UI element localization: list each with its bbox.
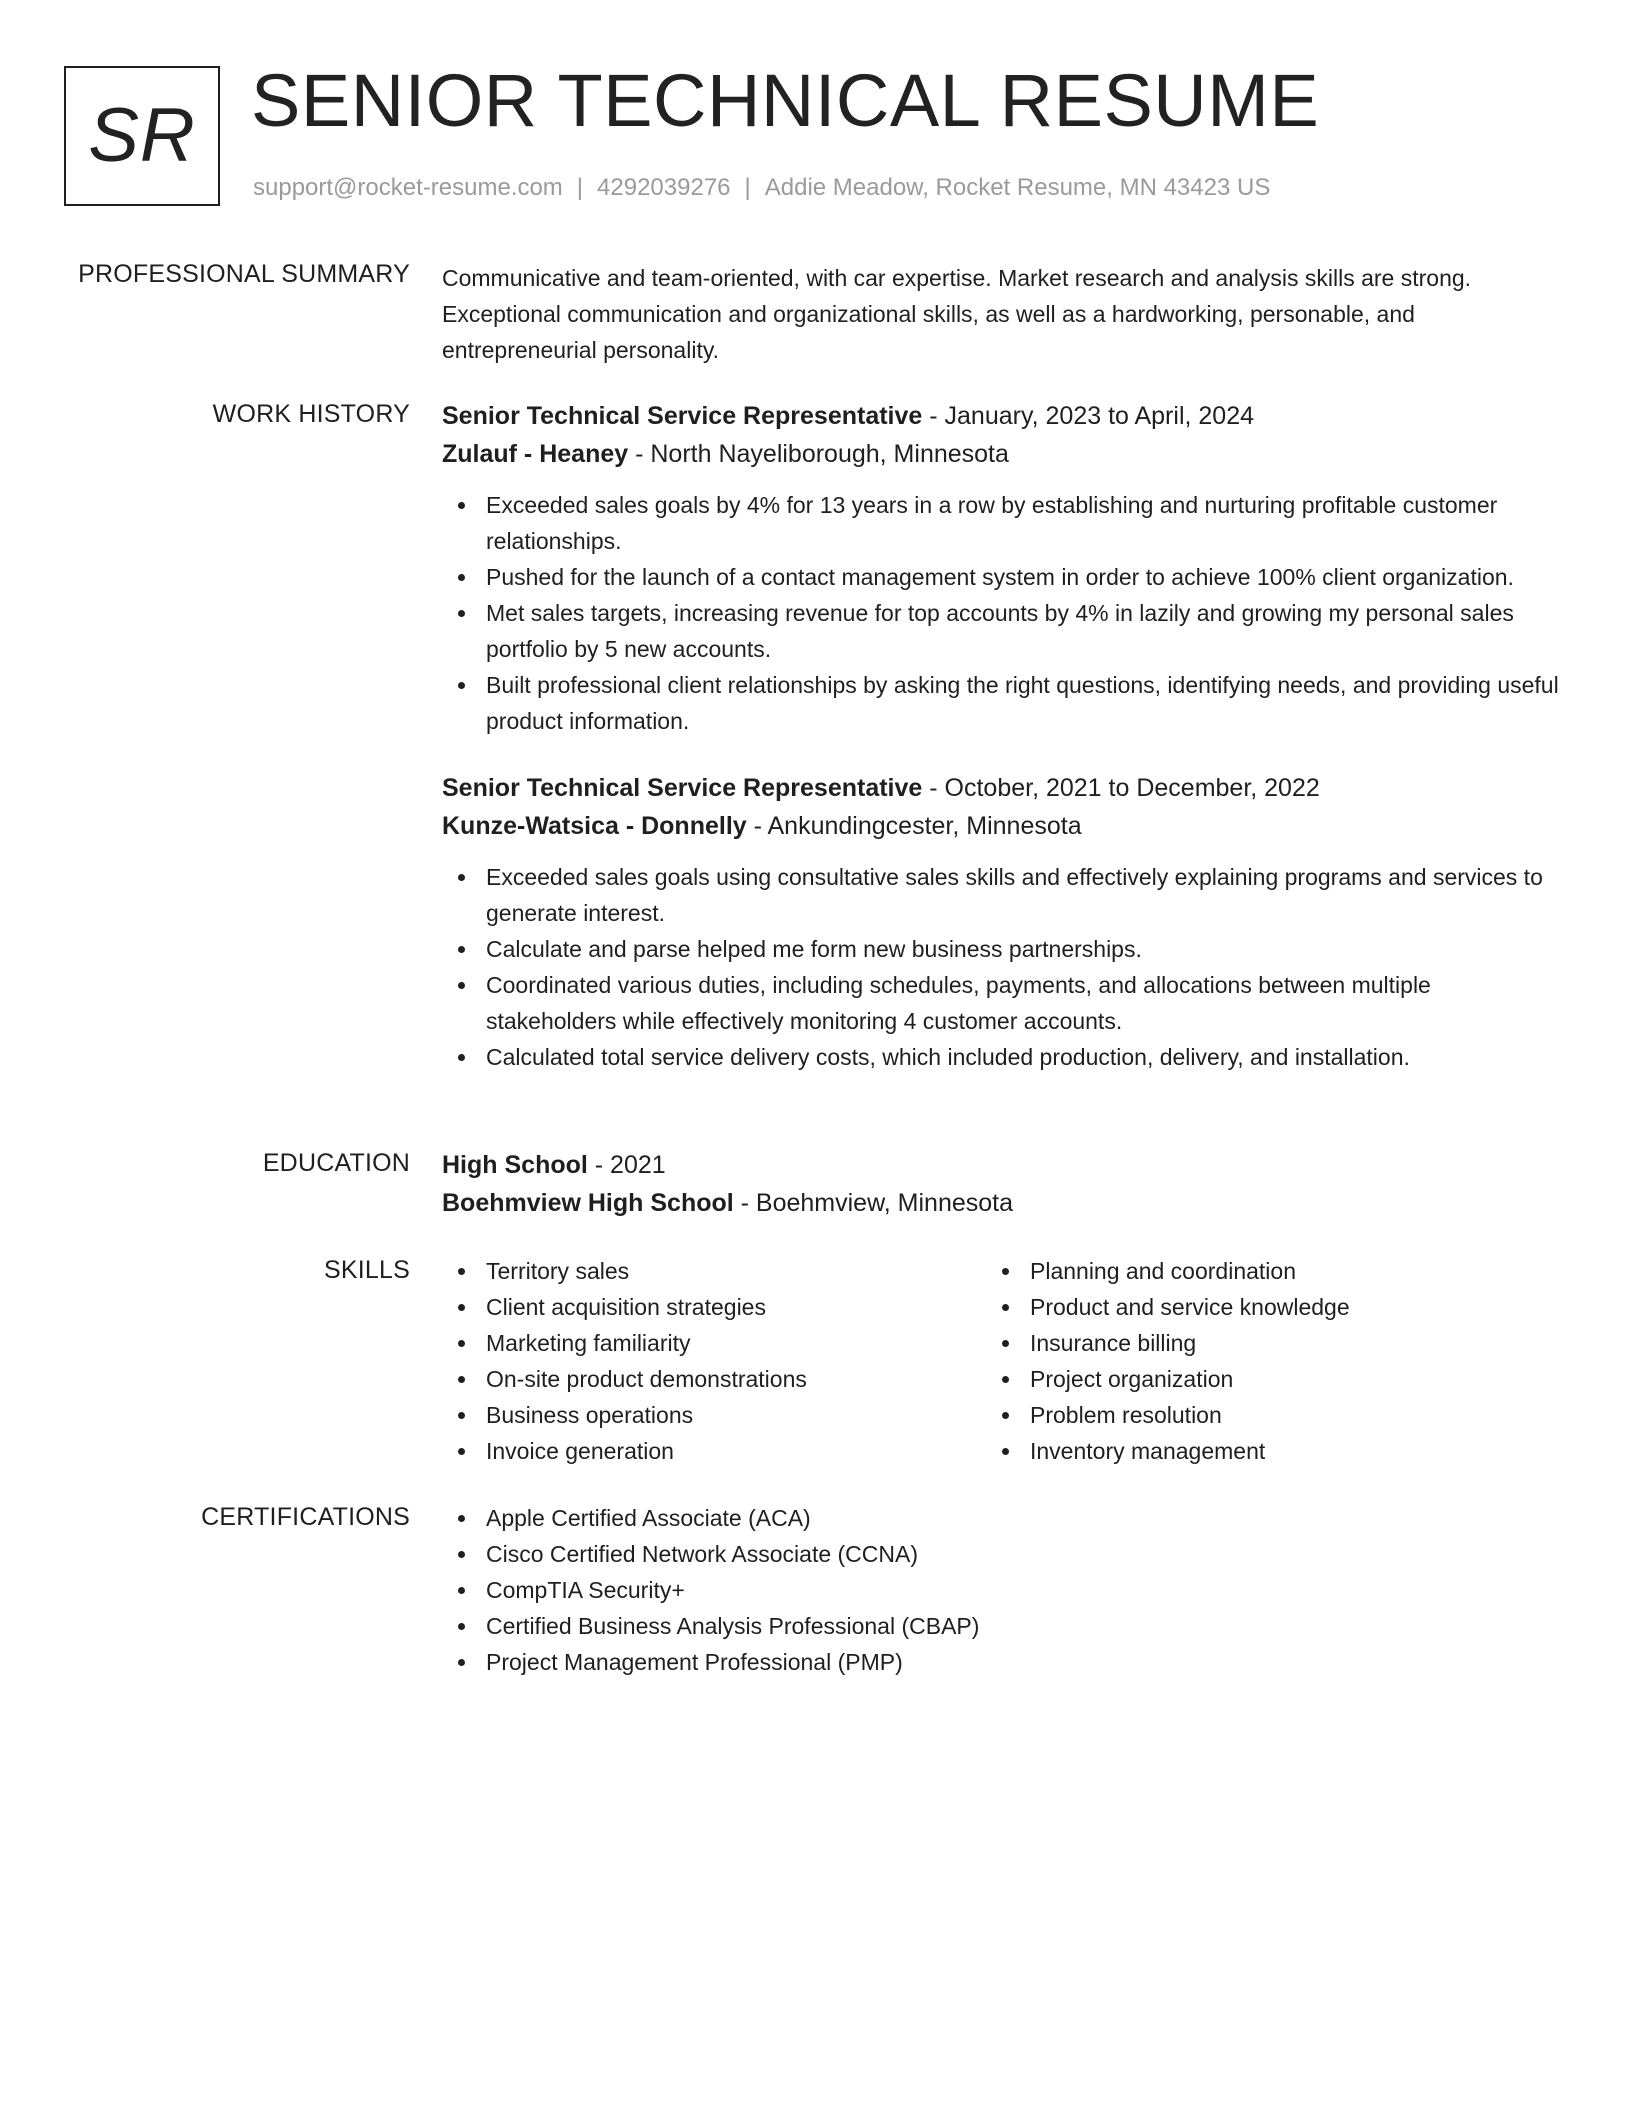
contact-email: support@rocket-resume.com bbox=[253, 174, 563, 201]
certifications-body bbox=[442, 1500, 1562, 1680]
job-bullet-list bbox=[442, 859, 1562, 1075]
education-degree: High School bbox=[442, 1151, 588, 1179]
section-label-certifications: CERTIFICATIONS bbox=[201, 1503, 410, 1531]
job-bullet: Coordinated various duties, including schedules, payments, and allocations between multiple stakeholders while effectively monitoring 4 customer accounts. bbox=[486, 967, 1562, 1039]
skill-item: Project organization bbox=[1030, 1361, 1486, 1397]
contact-separator: | bbox=[744, 174, 751, 201]
job-title-line bbox=[442, 397, 1562, 435]
certification-item: Project Management Professional (PMP) bbox=[486, 1644, 1562, 1680]
work-history-body bbox=[442, 397, 1562, 1075]
skill-item: Territory sales bbox=[486, 1253, 986, 1289]
skill-item: Planning and coordination bbox=[1030, 1253, 1486, 1289]
section-label-education: EDUCATION bbox=[262, 1149, 410, 1177]
job-bullet: Calculate and parse helped me form new business partnerships. bbox=[486, 931, 1562, 967]
certification-item: CompTIA Security+ bbox=[486, 1572, 1562, 1608]
contact-address: Addie Meadow, Rocket Resume, MN 43423 US bbox=[764, 174, 1271, 201]
job-bullet: Exceeded sales goals using consultative sales skills and effectively explaining programs and services to generate interest. bbox=[486, 859, 1562, 931]
job-dates: - October, 2021 to December, 2022 bbox=[922, 774, 1320, 802]
job-title: Senior Technical Service Representative bbox=[442, 402, 923, 430]
job-company-line bbox=[442, 807, 1562, 845]
job-bullet: Met sales targets, increasing revenue for top accounts by 4% in lazily and growing my personal sales portfolio by 5 new accounts. bbox=[486, 595, 1562, 667]
skill-item: Inventory management bbox=[1030, 1433, 1486, 1469]
section-label-summary: PROFESSIONAL SUMMARY bbox=[78, 260, 410, 288]
certification-item: Apple Certified Associate (ACA) bbox=[486, 1500, 1562, 1536]
skills-list bbox=[986, 1253, 1486, 1469]
skill-item: Invoice generation bbox=[486, 1433, 986, 1469]
job-bullet: Pushed for the launch of a contact management system in order to achieve 100% client organization. bbox=[486, 559, 1562, 595]
job-bullet: Exceeded sales goals by 4% for 13 years in a row by establishing and nurturing profitable customer relationships. bbox=[486, 487, 1562, 559]
skill-item: Insurance billing bbox=[1030, 1325, 1486, 1361]
section-label-skills: SKILLS bbox=[324, 1256, 410, 1284]
contact-separator: | bbox=[576, 174, 584, 201]
education-year: - 2021 bbox=[587, 1151, 666, 1179]
skills-list bbox=[442, 1253, 986, 1469]
job-company: Zulauf - Heaney bbox=[442, 440, 629, 468]
job-location: - North Nayeliborough, Minnesota bbox=[628, 440, 1009, 468]
skills-body bbox=[442, 1253, 1562, 1469]
job-entry bbox=[442, 769, 1562, 1075]
skill-item: Business operations bbox=[486, 1397, 986, 1433]
contact-line bbox=[253, 172, 1270, 204]
skill-item: Marketing familiarity bbox=[486, 1325, 986, 1361]
skill-item: On-site product demonstrations bbox=[486, 1361, 986, 1397]
job-bullet-list bbox=[442, 487, 1562, 739]
job-company-line bbox=[442, 435, 1562, 473]
skill-item: Product and service knowledge bbox=[1030, 1289, 1486, 1325]
education-school-line bbox=[442, 1184, 1562, 1222]
section-label-work-history: WORK HISTORY bbox=[212, 400, 410, 428]
resume-title: SENIOR TECHNICAL RESUME bbox=[251, 59, 1320, 142]
job-title: Senior Technical Service Representative bbox=[442, 774, 923, 802]
skill-item: Client acquisition strategies bbox=[486, 1289, 986, 1325]
education-school: Boehmview High School bbox=[442, 1189, 734, 1217]
job-title-line bbox=[442, 769, 1562, 807]
skills-column bbox=[442, 1253, 986, 1469]
skills-column bbox=[986, 1253, 1486, 1469]
certifications-list bbox=[442, 1500, 1562, 1680]
skill-item: Problem resolution bbox=[1030, 1397, 1486, 1433]
job-dates: - January, 2023 to April, 2024 bbox=[922, 402, 1255, 430]
education-degree-line bbox=[442, 1146, 1562, 1184]
summary-text: Communicative and team-oriented, with car expertise. Market research and analysis skills are strong. Exceptional communication and organizational skills, as well as a hardworking, personable, and entrepreneurial personality. bbox=[442, 265, 1472, 363]
job-entry bbox=[442, 397, 1562, 739]
certification-item: Certified Business Analysis Professional (CBAP) bbox=[486, 1608, 1562, 1644]
contact-phone: 4292039276 bbox=[597, 174, 731, 201]
monogram-initials: SR bbox=[88, 92, 196, 178]
job-bullet: Built professional client relationships by asking the right questions, identifying needs, and providing useful product information. bbox=[486, 667, 1562, 739]
job-bullet: Calculated total service delivery costs, which included production, delivery, and installation. bbox=[486, 1039, 1562, 1075]
monogram-box bbox=[64, 66, 220, 206]
certification-item: Cisco Certified Network Associate (CCNA) bbox=[486, 1536, 1562, 1572]
education-body bbox=[442, 1146, 1562, 1222]
education-location: - Boehmview, Minnesota bbox=[733, 1189, 1013, 1217]
summary-body bbox=[442, 260, 1562, 368]
job-company: Kunze-Watsica - Donnelly bbox=[442, 812, 747, 840]
job-location: - Ankundingcester, Minnesota bbox=[746, 812, 1082, 840]
